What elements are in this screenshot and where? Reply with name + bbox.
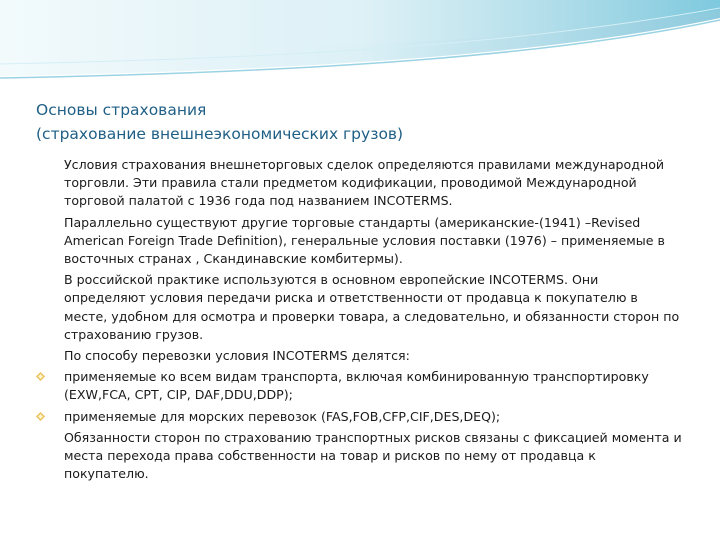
- paragraph-text: Обязанности сторон по страхованию транспортных рисков связаны с фиксацией момента и места перехода права собственности на товар и рисков по нему от продавца к покупателю.: [64, 429, 682, 482]
- slide-title-line-2: (страхование внешнеэкономических грузов): [36, 125, 404, 143]
- paragraph-text: В российской практике используются в основном европейские INCOTERMS. Они определяют условия передачи риска и ответственности от продавца к покупателю в месте, удобном для осмотра и проверки товара, а следовательно, и обязанности сторон по страхованию грузов.: [64, 272, 680, 342]
- list-item-text: применяемые для морских перевозок (FAS,FOB,CFP,CIF,DES,DEQ);: [64, 408, 501, 424]
- list-item-all-transport: [22, 368, 684, 404]
- paragraph-incoterms-intro: [44, 156, 684, 211]
- decorative-wave-header: [0, 0, 720, 90]
- paragraph-text: Условия страхования внешнеторговых сделок определяются правилами международной торговли. Эти правила стали предметом кодификации, проводимой Международной торговой палатой с 1936 года под названием INCOTERMS.: [64, 157, 665, 209]
- list-item-sea-transport: [22, 408, 684, 426]
- paragraph-transport-division: [44, 347, 684, 365]
- list-item-text: применяемые ко всем видам транспорта, включая комбинированную транспортировку (EXW,FCA, CPT, CIP, DAF,DDU,DDP);: [64, 369, 649, 403]
- paragraph-text: Параллельно существуют другие торговые стандарты (американские-(1941) –Revised American Foreign Trade Definition), генеральные условия поставки (1976) – применяемые в восточных странах , Скандинавские комбитермы).: [64, 214, 665, 267]
- slide-title-line-1: Основы страхования: [36, 101, 207, 119]
- diamond-bullet-icon: [36, 372, 45, 381]
- slide-body: [44, 156, 684, 486]
- paragraph-russian-practice: [44, 271, 684, 344]
- diamond-bullet-icon: [36, 412, 45, 421]
- paragraph-obligations: [44, 429, 684, 484]
- paragraph-text: По способу перевозки условия INCOTERMS делятся:: [64, 348, 410, 364]
- paragraph-other-standards: [44, 214, 684, 269]
- slide-title: [36, 98, 676, 146]
